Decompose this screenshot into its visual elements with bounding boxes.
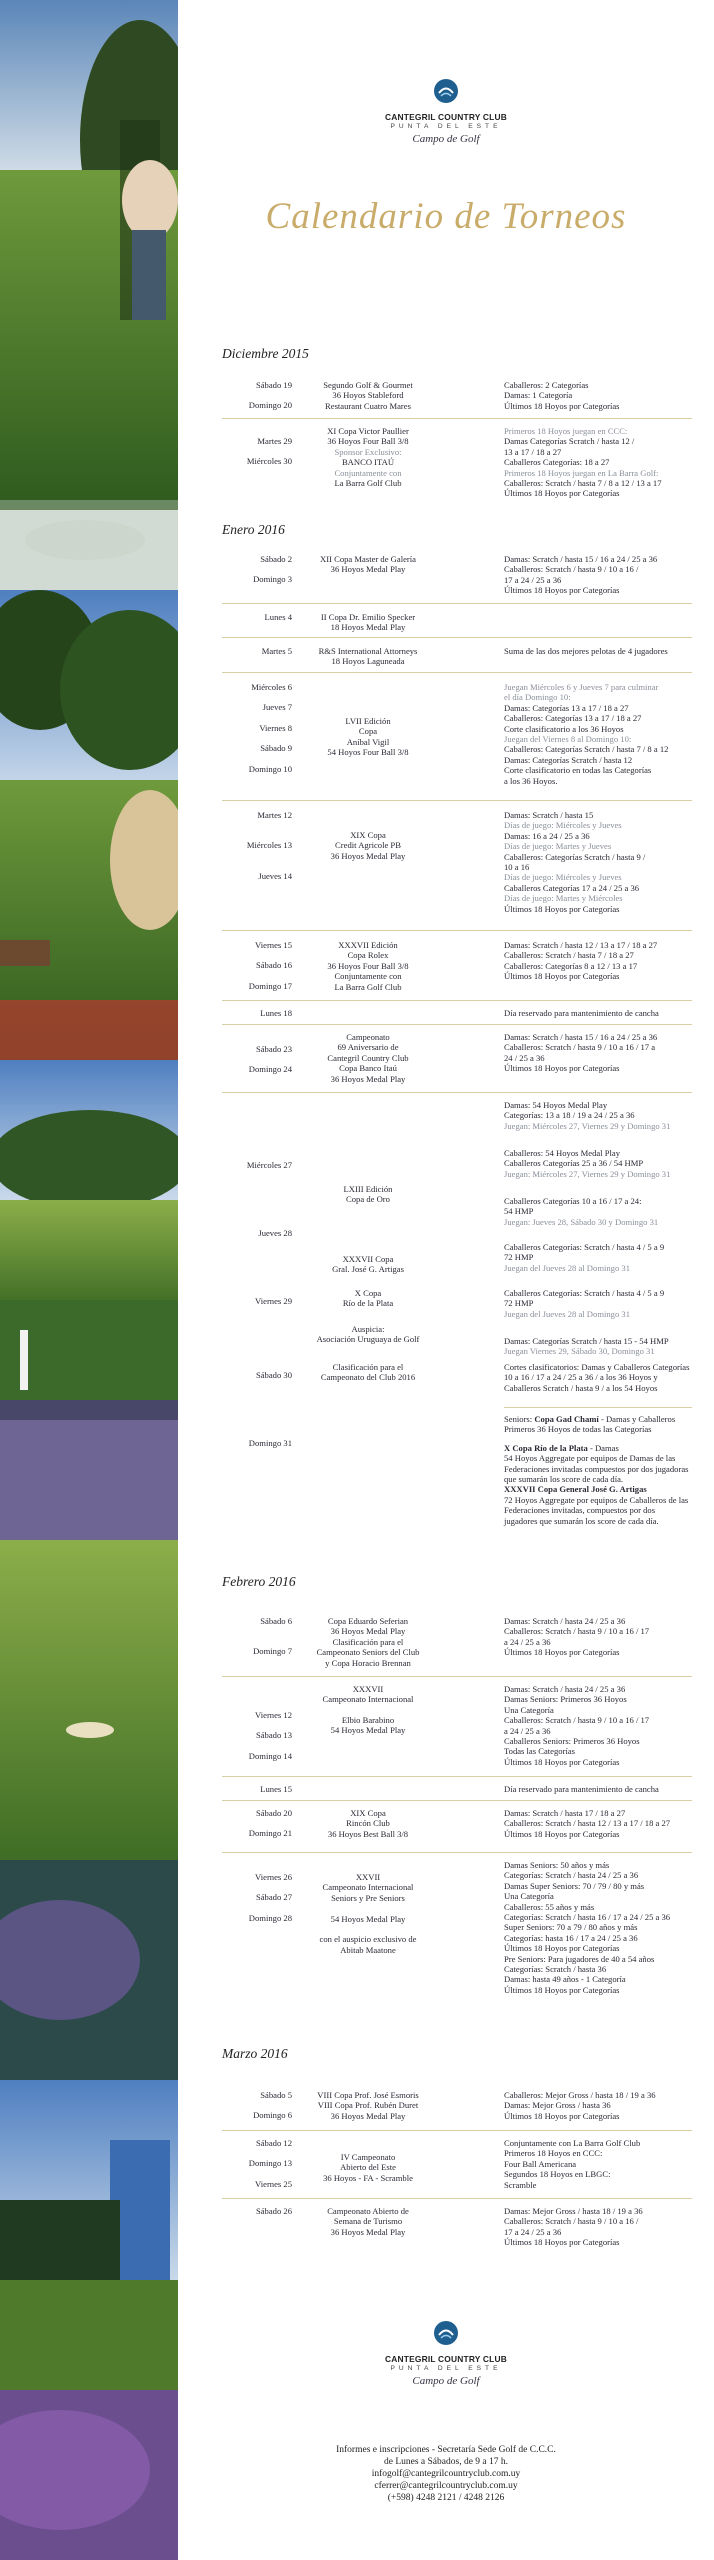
event-date: Sábado 13	[255, 1730, 292, 1741]
event-name: Campeonato Internacional	[322, 1882, 414, 1893]
event-info: 10 a 16 / 17 a 24 / 25 a 36 / a los 36 Hoyos y	[504, 1372, 658, 1383]
divider	[222, 930, 692, 931]
event-info: Damas: Mejor Gross / hasta 36	[504, 2100, 611, 2111]
event-name: Semana de Turismo	[333, 2216, 403, 2227]
event-info: Últimos 18 Hoyos por Categorías	[504, 971, 620, 982]
event-name: XII Copa Master de Galería	[320, 554, 416, 564]
event-name: 36 Hoyos Medal Play	[330, 850, 406, 861]
divider	[222, 1800, 692, 1801]
event-name: Campeonato Seniors del Club	[316, 1647, 420, 1658]
event-info: Últimos 18 Hoyos por Categorías	[504, 903, 620, 914]
event-info: 72 HMP	[504, 1298, 534, 1309]
event-date: Domingo 10	[248, 763, 292, 774]
event-info: 72 HMP	[504, 1252, 534, 1263]
event-name: Auspicia:	[351, 1324, 385, 1334]
event-info: X Copa Río de la Plata	[504, 1442, 588, 1453]
club-logo	[178, 78, 714, 145]
footer-phone: (+598) 4248 2121 / 4248 2126	[387, 2493, 505, 2503]
footer-hours: de Lunes a Sábados, de 9 a 17 h.	[384, 2457, 508, 2467]
event-info: Segundos 18 Hoyos en LBGC:	[504, 2169, 611, 2180]
event-date: Viernes 12	[255, 1710, 292, 1720]
event-info: - Damas	[587, 1442, 619, 1453]
event-date: Viernes 25	[255, 2178, 292, 2189]
event-name: 36 Hoyos Best Ball 3/8	[327, 1828, 409, 1839]
divider	[222, 1092, 692, 1093]
event-date: Viernes 26	[255, 1872, 292, 1882]
event-name: Credit Agricole PB	[335, 840, 401, 851]
event-info: Damas: 16 a 24 / 25 a 36	[504, 830, 590, 841]
event-name: Sponsor Exclusivo:	[334, 446, 402, 457]
event-info: Días de juego: Martes y Jueves	[504, 841, 612, 852]
event-info: Categorías: Scratch / hasta 24 / 25 a 36	[504, 1870, 639, 1881]
event-info: Primeros 18 Hoyos en CCC:	[504, 2148, 603, 2159]
divider	[222, 672, 692, 673]
event-info: Damas: Categorías 13 a 17 / 18 a 27	[504, 702, 629, 713]
event-name: 36 Hoyos Medal Play	[330, 2226, 406, 2237]
event-info: Juegan del Jueves 28 al Domingo 31	[504, 1262, 631, 1273]
event-date: Viernes 29	[255, 1296, 292, 1306]
club-emblem-icon	[433, 2320, 459, 2346]
event-info: que sumarán los score de cada día.	[504, 1474, 624, 1485]
page-title: Calendario de Torneos	[265, 196, 627, 237]
event-info: Damas: Scratch / hasta 15 / 16 a 24 / 25 a 36	[504, 554, 658, 564]
event-info: Juegan del Jueves 28 al Domingo 31	[504, 1308, 631, 1319]
event-info: Caballeros: Scratch / hasta 9 / 10 a 16 / 17	[504, 1626, 650, 1637]
event-name: Campeonato	[346, 1032, 390, 1042]
event-name: R&S International Attorneys	[318, 646, 418, 656]
divider	[222, 1852, 692, 1853]
divider	[222, 1676, 692, 1677]
event-info: Cortes clasificatorios: Damas y Caballeros Categorías	[504, 1362, 690, 1372]
event-name: Campeonato del Club 2016	[320, 1372, 416, 1383]
event-name: Seniors y Pre Seniors	[331, 1892, 405, 1903]
divider	[222, 603, 692, 604]
event-info: a 24 / 25 a 36	[504, 1725, 551, 1736]
event-info: Damas Seniors: 50 años y más	[504, 1860, 610, 1870]
event-date: Viernes 15	[255, 940, 292, 950]
event-info: Juegan del Viernes 8 al Domingo 10:	[504, 734, 632, 745]
event-name: 36 Hoyos Medal Play	[330, 1073, 406, 1084]
event-info: Categorías: hasta 16 / 17 a 24 / 25 a 36	[504, 1932, 638, 1943]
divider	[222, 2198, 692, 2199]
event-info: Día reservado para mantenimiento de cancha	[504, 1008, 659, 1018]
event-info: el día Domingo 10:	[504, 692, 571, 703]
event-date: Martes 12	[257, 810, 292, 820]
event-info: Últimos 18 Hoyos por Categorías	[504, 1943, 620, 1954]
divider	[222, 1776, 692, 1777]
event-date: Sábado 27	[255, 1892, 292, 1903]
divider	[504, 1407, 692, 1408]
event-name: II Copa Dr. Emilio Specker	[320, 612, 416, 622]
event-name: XXXVII Edición	[338, 940, 398, 950]
event-date: Sábado 9	[260, 743, 292, 754]
event-info: Caballeros Categorías 10 a 16 / 17 a 24:	[504, 1196, 642, 1206]
event-info: Caballeros Scratch / hasta 9 / a los 54 Hoyos	[504, 1382, 658, 1393]
event-name: 36 Hoyos Four Ball 3/8	[327, 960, 409, 971]
event-name: Clasificación para el	[332, 1636, 404, 1647]
event-info: Todas las Categorías	[504, 1746, 575, 1757]
event-name: La Barra Golf Club	[334, 478, 402, 489]
event-name: Aníbal Vigil	[346, 736, 390, 747]
event-info: Días de juego: Martes y Miércoles	[504, 893, 623, 904]
event-info: Últimos 18 Hoyos por Categorías	[504, 400, 620, 411]
event-info: Caballeros: 55 años y más	[504, 1901, 595, 1912]
event-info: 13 a 17 / 18 a 27	[504, 446, 562, 457]
calendar-page	[178, 0, 714, 2560]
event-info: Caballeros: Mejor Gross / hasta 18 / 19 a 36	[504, 2090, 656, 2100]
event-date: Miércoles 27	[246, 1160, 292, 1170]
footer-email[interactable]: cferrer@cantegrilcountryclub.com.uy	[374, 2481, 518, 2491]
event-name	[300, 1903, 436, 1913]
event-info: Juegan Viernes 29, Sábado 30, Domingo 31	[504, 1346, 655, 1357]
event-info: Primeros 36 Hoyos de todas las Categorías	[504, 1424, 652, 1435]
event-name: BANCO ITAÚ	[341, 457, 395, 468]
event-name: Río de la Plata	[342, 1298, 394, 1309]
event-info: Corte clasificatorio en todas las Categorías	[504, 765, 652, 776]
event-date: Sábado 26	[255, 2206, 292, 2216]
event-info: Últimos 18 Hoyos por Categorías	[504, 2110, 620, 2121]
event-info: 17 a 24 / 25 a 36	[504, 574, 562, 585]
event-info: Primeros 18 Hoyos juegan en La Barra Golf:	[504, 467, 659, 478]
event-name: XI Copa Victor Paullier	[327, 426, 409, 436]
event-name: 54 Hoyos Medal Play	[330, 1725, 406, 1736]
event-name: Elbio Barabino	[341, 1714, 395, 1725]
event-info: Una Categoría	[504, 1704, 554, 1715]
event-date: Domingo 28	[248, 1912, 292, 1923]
event-info: Damas: Mejor Gross / hasta 18 / 19 a 36	[504, 2206, 643, 2216]
event-name: Copa Rolex	[347, 950, 389, 961]
event-info: Damas: Scratch / hasta 24 / 25 a 36	[504, 1616, 626, 1626]
event-name: 18 Hoyos Medal Play	[330, 622, 406, 633]
event-info: Caballeros Categorías: 18 a 27	[504, 457, 610, 468]
event-info: Caballeros: 54 Hoyos Medal Play	[504, 1148, 620, 1158]
event-info: Federaciones invitadas, compuestos por dos	[504, 1505, 656, 1516]
event-info: Damas: Categorías Scratch / hasta 12	[504, 754, 633, 765]
event-info: Conjuntamente con La Barra Golf Club	[504, 2138, 641, 2148]
event-name: 36 Hoyos Stableford	[332, 390, 404, 401]
event-date: Domingo 17	[248, 980, 292, 991]
event-name: 36 Hoyos Four Ball 3/8	[327, 436, 409, 447]
event-date: Lunes 15	[260, 1784, 292, 1794]
event-info: Últimos 18 Hoyos por Categorías	[504, 2237, 620, 2248]
divider	[222, 1024, 692, 1025]
event-info: Día reservado para mantenimiento de cancha	[504, 1784, 659, 1794]
event-date: Sábado 16	[255, 960, 292, 971]
event-info: Categorías: Scratch / hasta 36	[504, 1964, 607, 1975]
event-name: Rincón Club	[346, 1818, 390, 1829]
club-name: CANTEGRIL COUNTRY CLUB	[385, 112, 507, 122]
event-date: Sábado 23	[255, 1044, 292, 1054]
event-name: XXXVII Copa	[342, 1254, 394, 1264]
event-info: Caballeros: Categorías Scratch / hasta 7 / 8 a 12	[504, 744, 669, 755]
event-info: Últimos 18 Hoyos por Categorías	[504, 585, 620, 596]
event-info: Damas Seniors: Primeros 36 Hoyos	[504, 1694, 627, 1705]
event-info: - Damas y Caballeros	[598, 1414, 676, 1424]
event-info: Caballeros: Scratch / hasta 9 / 10 a 16 / 17 a	[504, 1042, 656, 1053]
event-info: 54 Hoyos Aggregate por equipos de Damas de las	[504, 1453, 676, 1464]
event-info: Caballeros: Scratch / hasta 7 / 18 a 27	[504, 950, 634, 961]
event-info: Caballeros Categorías 25 a 36 / 54 HMP	[504, 1158, 644, 1169]
event-name: Copa	[358, 726, 378, 737]
club-location: PUNTA DEL ESTE	[390, 123, 502, 130]
event-info: Damas: Scratch / hasta 15 / 16 a 24 / 25 a 36	[504, 1032, 658, 1042]
divider	[222, 1000, 692, 1001]
event-info: Super Seniors: 70 a 79 / 80 años y más	[504, 1922, 638, 1933]
event-info: 24 / 25 a 36	[504, 1052, 545, 1063]
event-date: Viernes 8	[259, 722, 292, 733]
event-info: 17 a 24 / 25 a 36	[504, 2226, 562, 2237]
event-date: Sábado 6	[260, 1616, 292, 1626]
event-date: Domingo 13	[248, 2158, 292, 2169]
event-name: 36 Hoyos Medal Play	[330, 2110, 406, 2121]
divider	[222, 2130, 692, 2131]
event-name: Cantegril Country Club	[327, 1052, 409, 1063]
club-emblem-icon	[433, 78, 459, 104]
event-info: Caballeros Categorías 17 a 24 / 25 a 36	[504, 882, 640, 893]
club-section: Campo de Golf	[412, 2375, 480, 2387]
contact-footer	[178, 2444, 714, 2504]
footer-email[interactable]: infogolf@cantegrilcountryclub.com.uy	[371, 2469, 521, 2479]
event-name: Clasificación para el	[332, 1362, 404, 1372]
event-info: Juegan: Jueves 28, Sábado 30 y Domingo 31	[504, 1216, 659, 1227]
event-info: Damas: 54 Hoyos Medal Play	[504, 1100, 608, 1110]
event-info: Corte clasificatorio a los 36 Hoyos	[504, 723, 624, 734]
event-info: Caballeros: Scratch / hasta 7 / 8 a 12 / 13 a 17	[504, 478, 662, 489]
event-date: Martes 29	[257, 436, 292, 446]
event-name: Abierto del Este	[340, 2162, 396, 2173]
event-info: Últimos 18 Hoyos por Categorías	[504, 488, 620, 499]
event-name: LXIII Edición	[343, 1184, 393, 1194]
event-date: Sábado 19	[255, 380, 292, 390]
event-name: Copa Eduardo Seferian	[327, 1616, 409, 1626]
event-info: Caballeros: Scratch / hasta 9 / 10 a 16 / 17	[504, 1715, 650, 1726]
month-heading: Febrero 2016	[222, 1574, 296, 1589]
event-name: Abitab Maatone	[340, 1944, 396, 1955]
event-date: Miércoles 30	[246, 456, 292, 467]
event-info: Últimos 18 Hoyos por Categorías	[504, 1063, 620, 1074]
event-info: Caballeros: Categorías 8 a 12 / 13 a 17	[504, 960, 638, 971]
divider	[222, 800, 692, 801]
event-date: Lunes 4	[264, 612, 292, 622]
event-info: 54 HMP	[504, 1206, 534, 1217]
event-info: Damas: Scratch / hasta 15	[504, 810, 594, 820]
club-location: PUNTA DEL ESTE	[390, 2365, 502, 2372]
event-info: Juegan: Miércoles 27, Viernes 29 y Domingo 31	[504, 1120, 671, 1131]
event-info: Scramble	[504, 2179, 537, 2190]
event-info: Pre Seniors: Para jugadores de 40 a 54 años	[504, 1953, 655, 1964]
event-name: 69 Aniversario de	[337, 1042, 399, 1053]
event-name: IV Campeonato	[340, 2152, 396, 2162]
event-info: Damas: hasta 49 años - 1 Categoría	[504, 1974, 626, 1985]
footer-logo	[178, 2320, 714, 2387]
club-section: Campo de Golf	[412, 133, 480, 145]
event-info: Días de juego: Miércoles y Jueves	[504, 820, 622, 831]
event-date: Sábado 30	[255, 1370, 292, 1380]
event-info: Copa Gad Chamí	[534, 1414, 599, 1424]
event-info: Últimos 18 Hoyos por Categorías	[504, 1828, 620, 1839]
event-name: Asociación Uruguaya de Golf	[316, 1334, 420, 1345]
event-info: Caballeros: Scratch / hasta 12 / 13 a 17 / 18 a 27	[504, 1818, 671, 1829]
event-name: XIX Copa	[350, 1808, 386, 1818]
event-info: Caballeros: Categorías Scratch / hasta 9 /	[504, 851, 646, 862]
event-info: Últimos 18 Hoyos por Categorías	[504, 1647, 620, 1658]
event-info: Damas Super Seniors: 70 / 79 / 80 y más	[504, 1880, 645, 1891]
event-info: Damas Categorías Scratch / hasta 12 /	[504, 436, 635, 447]
event-date: Jueves 14	[258, 870, 292, 881]
event-name: Segundo Golf & Gourmet	[323, 380, 413, 390]
event-name: y Copa Horacio Brennan	[325, 1657, 411, 1668]
event-name: XIX Copa	[350, 830, 386, 840]
event-name: Gral. José G. Artigas	[332, 1264, 404, 1275]
event-info: Damas: 1 Categoría	[504, 390, 573, 401]
event-info: a 24 / 25 a 36	[504, 1636, 551, 1647]
event-name: 36 Hoyos Medal Play	[330, 1626, 406, 1637]
month-heading: Enero 2016	[222, 522, 285, 537]
event-date: Miércoles 13	[246, 840, 292, 851]
event-info: Caballeros: Scratch / hasta 9 / 10 a 16 /	[504, 2216, 639, 2227]
event-name: Conjuntamente con	[334, 467, 402, 478]
divider	[222, 418, 692, 419]
event-info: Categorías: 13 a 18 / 19 a 24 / 25 a 36	[504, 1110, 635, 1121]
event-info: Juegan: Miércoles 27, Viernes 29 y Domingo 31	[504, 1168, 671, 1179]
event-name: Copa de Oro	[346, 1194, 390, 1205]
event-date: Domingo 3	[253, 574, 292, 585]
event-info: Categorías: Scratch / hasta 16 / 17 a 24 / 25 a 36	[504, 1912, 671, 1923]
event-info: Últimos 18 Hoyos por Categorías	[504, 1984, 620, 1995]
event-date: Sábado 20	[255, 1808, 292, 1818]
event-name: VIII Copa Prof. José Esmoris	[317, 2090, 419, 2100]
golf-photo-strip	[0, 0, 178, 2560]
event-name: Copa Banco Itaú	[339, 1063, 397, 1074]
event-name: 36 Hoyos - FA - Scramble	[323, 2172, 413, 2183]
event-date: Domingo 24	[248, 1064, 292, 1075]
event-info: Caballeros: 2 Categorías	[504, 380, 589, 390]
event-date: Domingo 6	[253, 2110, 292, 2121]
event-date: Jueves 7	[262, 702, 292, 713]
event-name: Campeonato Abierto de	[327, 2206, 409, 2216]
event-info: Caballeros Categorías: Scratch / hasta 4 / 5 a 9	[504, 1288, 665, 1298]
event-name: 18 Hoyos Laguneada	[331, 656, 405, 667]
footer-info: Informes e inscripciones - Secretaría Sede Golf de C.C.C.	[336, 2445, 556, 2455]
event-info: Federaciones invitadas compuestos por dos jugadoras	[504, 1463, 689, 1474]
event-info: Seniors:	[504, 1414, 535, 1424]
event-name: Restaurant Cuatro Mares	[325, 400, 411, 411]
event-date: Sábado 12	[255, 2138, 292, 2148]
club-name: CANTEGRIL COUNTRY CLUB	[385, 2354, 507, 2364]
event-info: Four Ball Americana	[504, 2158, 577, 2169]
event-name	[300, 1924, 436, 1934]
event-date: Domingo 14	[248, 1750, 292, 1761]
event-name: 54 Hoyos Four Ball 3/8	[327, 747, 409, 758]
event-info: Damas: Categorías Scratch / hasta 15 - 54 HMP	[504, 1336, 669, 1346]
event-info: 10 a 16	[504, 862, 530, 873]
event-info: Damas: Scratch / hasta 12 / 13 a 17 / 18 a 27	[504, 940, 658, 950]
month-heading: Diciembre 2015	[222, 346, 309, 361]
event-date: Lunes 18	[260, 1008, 292, 1018]
event-name: X Copa	[354, 1288, 382, 1298]
event-name: XXXVII	[352, 1684, 384, 1694]
event-info: Últimos 18 Hoyos por Categorías	[504, 1756, 620, 1767]
event-info: Caballeros: Categorías 13 a 17 / 18 a 27	[504, 713, 642, 724]
event-info: a los 36 Hoyos.	[504, 775, 558, 786]
event-date: Miércoles 6	[251, 682, 292, 692]
event-name: VIII Copa Prof. Rubén Duret	[317, 2100, 419, 2111]
event-info: 72 Hoyos Aggregate por equipos de Caballeros de las	[504, 1494, 689, 1505]
event-info: Primeros 18 Hoyos juegan en CCC:	[504, 426, 628, 436]
event-info: Días de juego: Miércoles y Jueves	[504, 872, 622, 883]
event-info: XXXVII Copa General José G. Artigas	[504, 1484, 647, 1495]
event-date: Jueves 28	[258, 1228, 292, 1238]
event-date: Sábado 2	[260, 554, 292, 564]
event-info: Caballeros: Scratch / hasta 9 / 10 a 16 /	[504, 564, 639, 575]
divider	[222, 637, 692, 638]
event-info: Caballeros Seniors: Primeros 36 Hoyos	[504, 1736, 640, 1747]
event-info: Una Categoría	[504, 1891, 554, 1902]
event-date: Domingo 21	[248, 1828, 292, 1839]
event-name: Campeonato Internacional	[322, 1694, 414, 1705]
event-name: 36 Hoyos Medal Play	[330, 564, 406, 575]
event-info: Suma de las dos mejores pelotas de 4 jugadores	[504, 646, 668, 656]
event-date: Sábado 5	[260, 2090, 292, 2100]
event-name: XXVII	[355, 1872, 381, 1882]
event-name: LVII Edición	[345, 716, 391, 726]
event-date: Domingo 20	[248, 400, 292, 411]
event-date: Domingo 7	[253, 1646, 292, 1657]
event-info: Damas: Scratch / hasta 17 / 18 a 27	[504, 1808, 626, 1818]
event-info: Juegan Miércoles 6 y Jueves 7 para culminar	[504, 682, 659, 692]
event-info: Caballeros Categorías: Scratch / hasta 4 / 5 a 9	[504, 1242, 665, 1252]
event-name: Conjuntamente con	[334, 971, 402, 982]
event-date: Domingo 31	[248, 1438, 292, 1448]
event-name: La Barra Golf Club	[334, 981, 402, 992]
event-name: 54 Hoyos Medal Play	[330, 1913, 406, 1924]
event-name: con el auspicio exclusivo de	[319, 1934, 417, 1945]
month-heading: Marzo 2016	[222, 2046, 288, 2061]
event-date: Martes 5	[261, 646, 292, 656]
event-info: jugadores que sumarán los score de cada día.	[504, 1515, 659, 1526]
event-info: Damas: Scratch / hasta 24 / 25 a 36	[504, 1684, 626, 1694]
